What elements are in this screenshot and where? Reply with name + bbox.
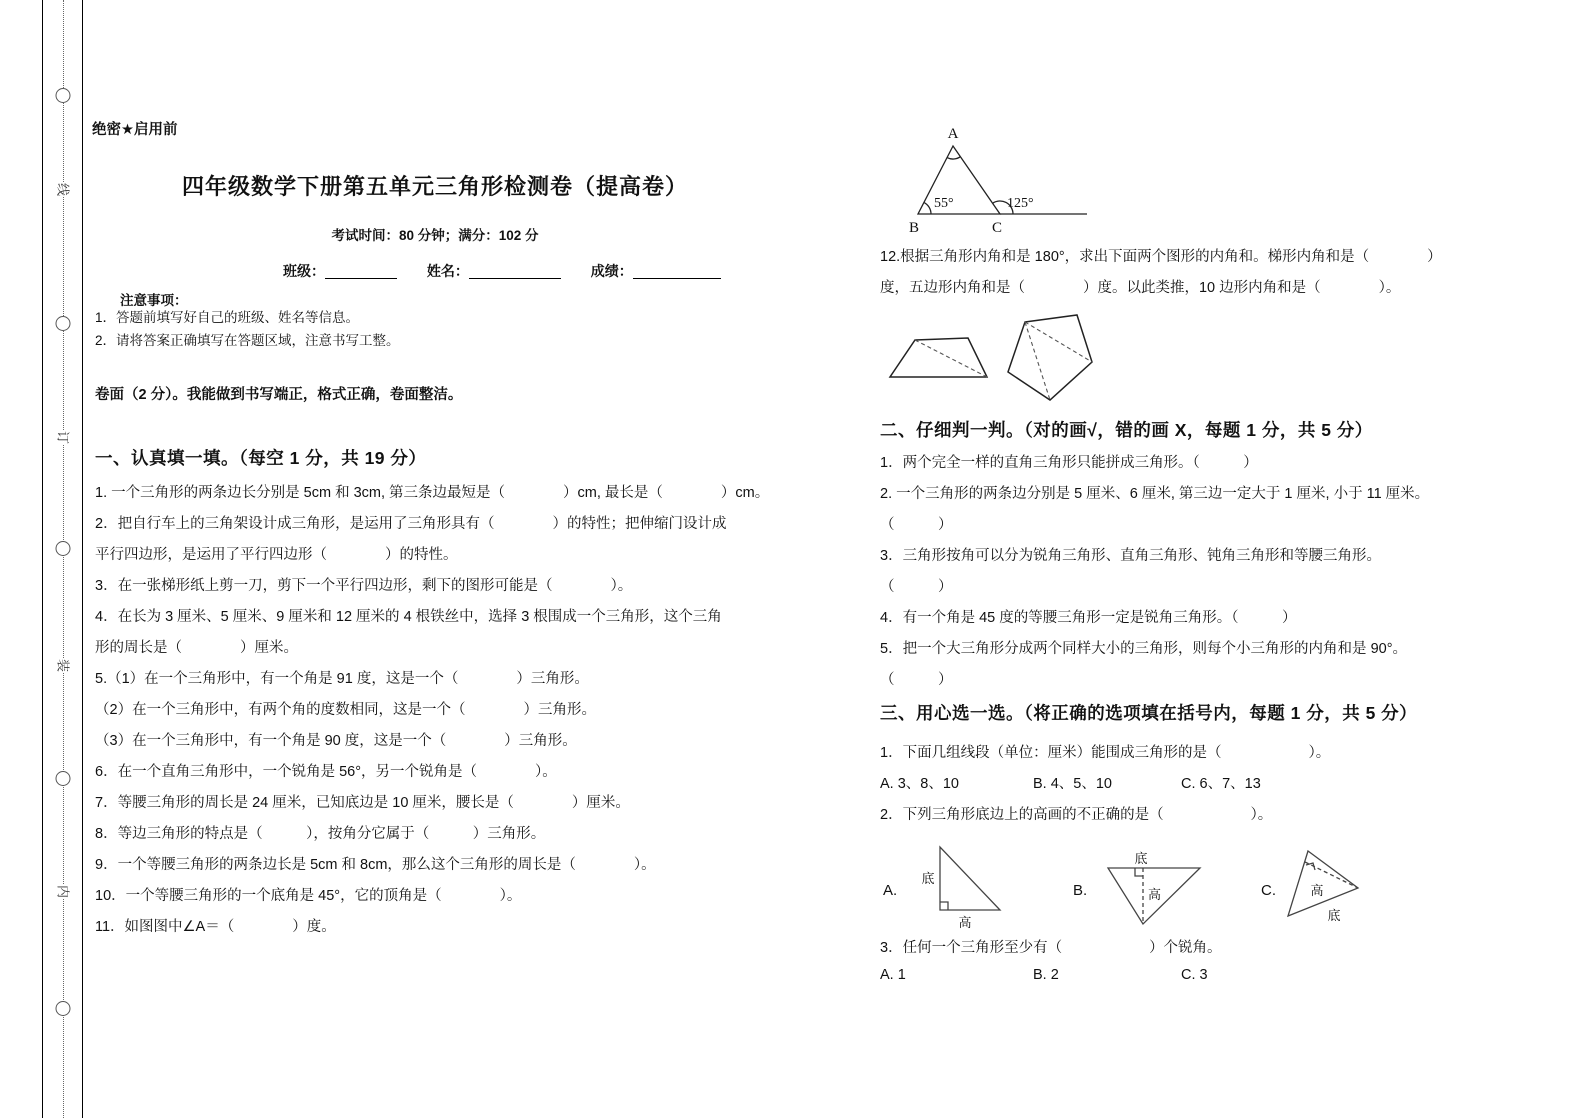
triangle-b-base-label: 底: [1134, 851, 1148, 866]
triangle-a-outline: [940, 847, 1000, 910]
student-fields: [283, 259, 721, 281]
note-line: 2．请将答案正确填写在答题区域，注意书写工整。: [95, 333, 400, 348]
s3-q3-options: [880, 967, 1300, 983]
q12-polygon-figures: [878, 300, 1108, 410]
triangle-c-base-label: 底: [1327, 908, 1341, 923]
question-line: （2）在一个三角形中，有两个角的度数相同，这是一个（ ）三角形。: [95, 702, 597, 718]
angle-c-value: 125°: [1007, 196, 1034, 211]
section3-title: 三、用心选一选。（将正确的选项填在括号内，每题 1 分，共 5 分）: [880, 703, 1418, 723]
binding-circle: [55, 1001, 70, 1016]
option-item: A. 3、8、10: [880, 776, 959, 792]
binding-circle: [55, 771, 70, 786]
note-line: 1．答题前填写好自己的班级、姓名等信息。: [95, 310, 360, 325]
s3-q1-options: [880, 772, 1300, 793]
triangle-outline: [918, 146, 1000, 214]
trapezoid-diagonal: [915, 340, 987, 377]
class-label: 班级：: [283, 263, 325, 279]
option-item: C. 6、7、13: [1181, 776, 1261, 792]
right-angle-mark: [940, 902, 948, 910]
question-line: 9．一个等腰三角形的两条边长是 5cm 和 8cm，那么这个三角形的周长是（ ）。: [95, 857, 656, 873]
name-blank-line: [469, 262, 561, 279]
triangle-a-base-label: 底: [921, 871, 935, 886]
q11-triangle-figure: [890, 120, 1120, 240]
question-line: 10．一个等腰三角形的一个底角是 45°，它的顶角是（ ）。: [95, 888, 522, 904]
exam-info: 考试时间：80 分钟；满分：102 分: [331, 228, 539, 243]
s3-question3: 3．任何一个三角形至少有（ ）个锐角。: [880, 940, 1222, 956]
binding-dotted-line: [63, 0, 64, 1118]
question-line: （3）在一个三角形中，有一个角是 90 度，这是一个（ ）三角形。: [95, 733, 577, 749]
s3-q2-triangle-figures: [875, 831, 1395, 933]
right-angle-mark: [1135, 868, 1143, 876]
question-line: 4．在长为 3 厘米、5 厘米、9 厘米和 12 厘米的 4 根铁丝中，选择 3 根围成一个三角形，这个三角: [95, 609, 722, 625]
question-line: 6．在一个直角三角形中，一个锐角是 56°，另一个锐角是（ ）。: [95, 764, 557, 780]
triangle-c-height-label: 高: [1310, 883, 1324, 898]
question-line: 3．三角形按角可以分为锐角三角形、直角三角形、钝角三角形和等腰三角形。: [880, 548, 1382, 564]
question-line: 5.（1）在一个三角形中，有一个角是 91 度，这是一个（ ）三角形。: [95, 671, 589, 687]
pentagon-outline: [1008, 315, 1092, 400]
binding-text-char: 线: [55, 182, 70, 197]
s3-question2: 2．下列三角形底边上的高画的不正确的是（ ）。: [880, 807, 1273, 823]
question-line: 3．在一张梯形纸上剪一刀，剪下一个平行四边形，剩下的图形可能是（ ）。: [95, 578, 633, 594]
question-line: 7．等腰三角形的周长是 24 厘米，已知底边是 10 厘米，腰长是（ ）厘米。: [95, 795, 630, 811]
question-line: 4．有一个角是 45 度的等腰三角形一定是锐角三角形。（ ）: [880, 610, 1297, 626]
binding-strip: [42, 0, 83, 1118]
class-blank-line: [325, 262, 397, 279]
angle-arc-a: [947, 157, 960, 159]
option-item: B. 4、5、10: [1033, 776, 1112, 792]
angle-arc-b: [924, 202, 931, 214]
question-line: 1. 一个三角形的两条边长分别是 5cm 和 3cm, 第三条边最短是（ ）cm, 最长是（ ）cm。: [95, 485, 770, 501]
question-line: 度，五边形内角和是（ ）度。以此类推，10 边形内角和是（ ）。: [880, 280, 1401, 296]
section2-title: 二、仔细判一判。（对的画√，错的画 X，每题 1 分，共 5 分）: [880, 420, 1373, 440]
question-line: （ ）: [880, 517, 953, 533]
option-c-letter: C.: [1261, 882, 1276, 899]
option-b-letter: B.: [1073, 882, 1088, 899]
score-blank-line: [633, 262, 721, 279]
secrecy-label: 绝密★启用前: [92, 122, 178, 138]
triangle-a-height-label: 高: [958, 915, 972, 930]
binding-text-char: 装: [55, 658, 70, 673]
neatness-statement: 卷面（2 分）。我能做到书写端正，格式正确，卷面整洁。: [95, 387, 463, 403]
question-line: 11．如图图中∠A＝（ ）度。: [95, 919, 336, 935]
section1-title: 一、认真填一填。（每空 1 分，共 19 分）: [95, 448, 427, 468]
question-line: 2. 一个三角形的两条边分别是 5 厘米、6 厘米, 第三边一定大于 1 厘米, 小于 11 厘米。: [880, 486, 1430, 502]
question-line: 2．把自行车上的三角架设计成三角形，是运用了三角形具有（ ）的特性；把伸缩门设计成: [95, 516, 727, 532]
binding-circle: [55, 541, 70, 556]
pentagon-diagonal: [1025, 322, 1092, 362]
notes-list: [95, 306, 400, 352]
option-item: A. 1: [880, 967, 906, 983]
option-item: C. 3: [1181, 967, 1208, 983]
section2-questions: [880, 448, 1429, 696]
question-line: 12.根据三角形内角和是 180°，求出下面两个图形的内角和。梯形内角和是（ ）: [880, 249, 1442, 265]
question-line: （ ）: [880, 579, 953, 595]
name-label: 姓名：: [426, 263, 469, 279]
score-label: 成绩：: [590, 263, 633, 279]
page-title: 四年级数学下册第五单元三角形检测卷（提高卷）: [181, 174, 688, 199]
s3-question1: 1．下面几组线段（单位：厘米）能围成三角形的是（ ）。: [880, 745, 1331, 761]
question-line: 5．把一个大三角形分成两个同样大小的三角形，则每个小三角形的内角和是 90°。: [880, 641, 1408, 657]
pentagon-diagonal: [1025, 322, 1050, 400]
binding-circle: [55, 88, 70, 103]
option-a-letter: A.: [883, 882, 898, 899]
question-line: 形的周长是（ ）厘米。: [95, 640, 298, 656]
triangle-b-height-label: 高: [1148, 887, 1162, 902]
notes-title: 注意事项：: [120, 293, 188, 308]
section1-questions: [95, 478, 795, 943]
question-line: 平行四边形，是运用了平行四边形（ ）的特性。: [95, 547, 458, 563]
question12: [880, 242, 1442, 304]
binding-text-char: 内: [55, 884, 70, 899]
question-line: （ ）: [880, 672, 953, 688]
angle-b-value: 55°: [934, 196, 954, 211]
vertex-b-label: B: [908, 220, 920, 236]
option-item: B. 2: [1033, 967, 1059, 983]
question-line: 1．两个完全一样的直角三角形只能拼成三角形。（ ）: [880, 455, 1258, 471]
vertex-a-label: A: [947, 126, 959, 142]
question-line: 8．等边三角形的特点是（ ），按角分它属于（ ）三角形。: [95, 826, 546, 842]
binding-circle: [55, 316, 70, 331]
vertex-c-label: C: [991, 220, 1003, 236]
binding-text-char: 订: [55, 430, 70, 445]
trapezoid-outline: [890, 338, 987, 377]
